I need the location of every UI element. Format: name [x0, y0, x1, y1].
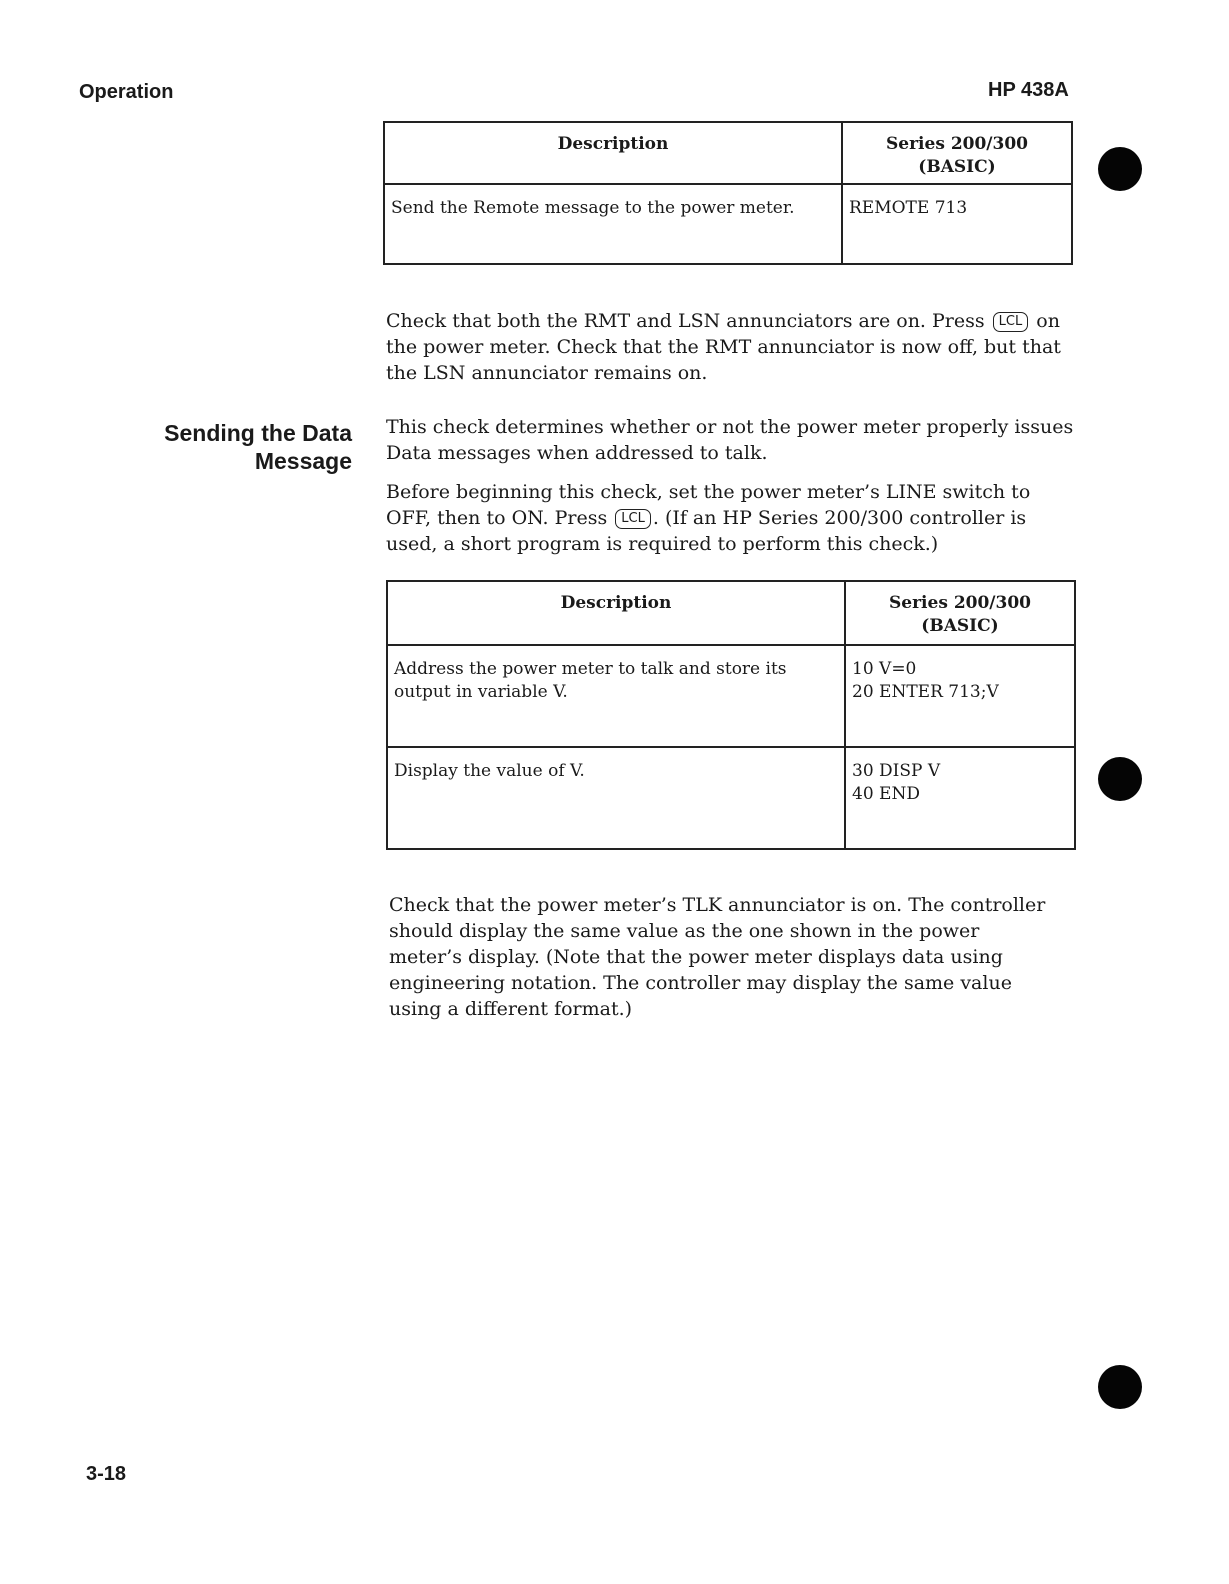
running-header-model: HP 438A: [988, 79, 1069, 101]
binder-hole-icon: [1098, 147, 1142, 191]
paragraph-data-check-setup: [386, 479, 1076, 557]
table-header-description: Description: [387, 581, 845, 645]
paragraph-remote-check: [386, 308, 1076, 386]
paragraph-text: . (If an HP Series 200/300 controller is used, a short program is required to perform this check.): [386, 507, 1027, 555]
lcl-key-icon: LCL: [615, 509, 651, 529]
table-cell-description: Address the power meter to talk and store its output in variable V.: [387, 645, 845, 747]
binder-hole-icon: [1098, 757, 1142, 801]
paragraph-text: Check that both the RMT and LSN annunciators are on. Press: [386, 310, 985, 332]
paragraph-tlk-check: Check that the power meter’s TLK annunciator is on. The controller should display the same value as the one shown in the power meter’s display. (Note that the power meter displays data using engineering notation. The controller may display the same value using a different format.): [389, 894, 1046, 1020]
table-cell-description: Send the Remote message to the power meter.: [384, 184, 842, 264]
data-message-table: [386, 580, 1076, 850]
table-cell-code: [845, 645, 1075, 747]
table-cell-code: [842, 184, 1072, 264]
table-header-series: [845, 581, 1075, 645]
table-header-description: Description: [384, 122, 842, 184]
table-row: [384, 184, 1072, 264]
table-header-series-line2: (BASIC): [921, 616, 999, 636]
table-cell-description: Display the value of V.: [387, 747, 845, 849]
code-line: 20 ENTER 713;V: [852, 682, 999, 702]
section-heading-line1: Sending the Data: [164, 420, 352, 446]
table-header-series-line2: (BASIC): [918, 157, 996, 177]
table-row: [387, 645, 1075, 747]
code-line: 30 DISP V: [852, 761, 941, 781]
table-cell-code: [845, 747, 1075, 849]
binder-hole-icon: [1098, 1365, 1142, 1409]
paragraph-text: on the power meter. Check that the RMT annunciator is now off, but that the LSN annunciator remains on.: [386, 310, 1061, 384]
table-header-series: [842, 122, 1072, 184]
code-line: REMOTE 713: [849, 198, 968, 218]
table-header-series-line1: Series 200/300: [886, 134, 1028, 154]
page-number: 3-18: [86, 1463, 127, 1485]
lcl-key-icon: LCL: [993, 312, 1029, 332]
paragraph-data-check-intro: This check determines whether or not the power meter properly issues Data messages when addressed to talk.: [386, 416, 1074, 464]
section-heading-line2: Message: [254, 448, 352, 474]
code-line: 40 END: [852, 784, 920, 804]
section-heading: [120, 419, 352, 475]
code-line: 10 V=0: [852, 659, 917, 679]
paragraph-text: Before beginning this check, set the power meter’s LINE switch to OFF, then to ON. Press: [386, 481, 1031, 529]
table-header-series-line1: Series 200/300: [889, 593, 1031, 613]
remote-message-table: [383, 121, 1073, 265]
table-row: [387, 747, 1075, 849]
running-header-section: Operation: [79, 81, 174, 103]
